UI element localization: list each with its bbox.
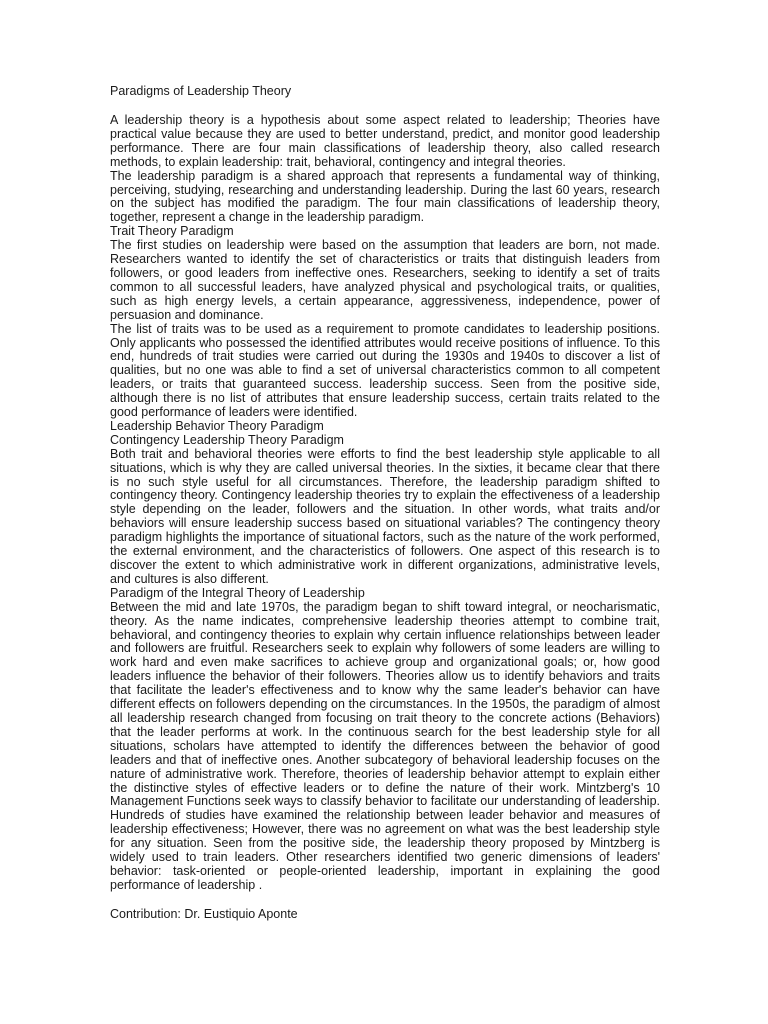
contingency-paragraph-1: Both trait and behavioral theories were efforts to find the best leadership style applicable to all situations, which is why they are called universal theories. In the sixties, it became clear that there is no such style useful for all circumstances. Therefore, the leadership paradigm shifted to contingency theory. Contingency leadership theories try to explain the effectiveness of a leadership style depending on the leader, followers and the situation. In other words, what traits and/or behaviors will ensure leadership success based on situational variables? The contingency theory paradigm highlights the importance of situational factors, such as the nature of the work performed, the external environment, and the characteristics of followers. One aspect of this research is to discover the extent to which administrative work in different organizations, administrative levels, and cultures is also different. (110, 446, 660, 586)
trait-paragraph-2: The list of traits was to be used as a requirement to promote candidates to leadership positions. Only applicants who possessed the identified attributes would receive positions of influence. To this end, hundreds of trait studies were carried out during the 1930s and 1940s to discover a list of qualities, but no one was able to find a set of universal characteristics common to all competent leaders, or traits that guaranteed success. leadership success. Seen from the positive side, although there is no list of attributes that ensure leadership success, certain traits related to the good performance of leaders were identified. (110, 321, 660, 420)
intro-paragraph-1: A leadership theory is a hypothesis about some aspect related to leadership; Theories have practical value because they are used to better understand, predict, and monitor good leadership performance. There are four main classifications of leadership theory, also called research methods, to explain leadership: trait, behavioral, contingency and integral theories. (110, 113, 660, 169)
trait-paragraph-1: The first studies on leadership were based on the assumption that leaders are born, not made. Researchers wanted to identify the set of characteristics or traits that distinguish leaders from followers, or good leaders from ineffective ones. Researchers, seeking to identify a set of traits common to all successful leaders, have analyzed physical and psychological traits, or qualities, such as high energy levels, a certain appearance, aggressiveness, independence, power of persuasion and dominance. (110, 238, 660, 322)
contribution-credit: Contribution: Dr. Eustiquio Aponte (110, 906, 298, 921)
integral-paragraph-1: Between the mid and late 1970s, the paradigm began to shift toward integral, or neocharismatic, theory. As the name indicates, comprehensive leadership theories attempt to combine trait, behavioral, and contingency theories to explain why certain influence relationships between leader and followers are fruitful. Researchers seek to explain why followers of some leaders are willing to work hard and even make sacrifices to achieve group and organizational goals; or, how good leaders influence the behavior of their followers. Theories allow us to identify behaviors and traits that facilitate the leader's effectiveness and to know why the same leader's behavior can have different effects on followers depending on the circumstances. In the 1950s, the paradigm of almost all leadership research changed from focusing on trait theory to the concrete actions (Behaviors) that the leader performs at work. In the continuous search for the best leadership style for all situations, scholars have attempted to identify the differences between the behavior of good leaders and that of ineffective ones. Another subcategory of behavioral leadership focuses on the nature of administrative work. Therefore, theories of leadership behavior attempt to explain either the distinctive styles of effective leaders or to define the nature of their work. Mintzberg's 10 Management Functions seek ways to classify behavior to facilitate our understanding of leadership. Hundreds of studies have examined the relationship between leader behavior and measures of leadership effectiveness; However, there was no agreement on what was the best leadership style for any situation. Seen from the positive side, the leadership theory proposed by Mintzberg is widely used to train leaders. Other researchers identified two generic dimensions of leaders' behavior: task-oriented or people-oriented leadership, important in explaining the good performance of leadership . (110, 599, 660, 892)
integral-theory-heading: Paradigm of the Integral Theory of Leadership (110, 585, 365, 600)
contingency-theory-heading: Contingency Leadership Theory Paradigm (110, 432, 344, 447)
trait-theory-heading: Trait Theory Paradigm (110, 224, 234, 239)
document-title: Paradigms of Leadership Theory (110, 84, 292, 98)
behavior-theory-heading: Leadership Behavior Theory Paradigm (110, 418, 324, 433)
intro-paragraph-2: The leadership paradigm is a shared approach that represents a fundamental way of thinking, perceiving, studying, researching and understanding leadership. During the last 60 years, research on the subject has modified the paradigm. The four main classifications of leadership theory, together, represent a change in the leadership paradigm. (110, 168, 660, 225)
